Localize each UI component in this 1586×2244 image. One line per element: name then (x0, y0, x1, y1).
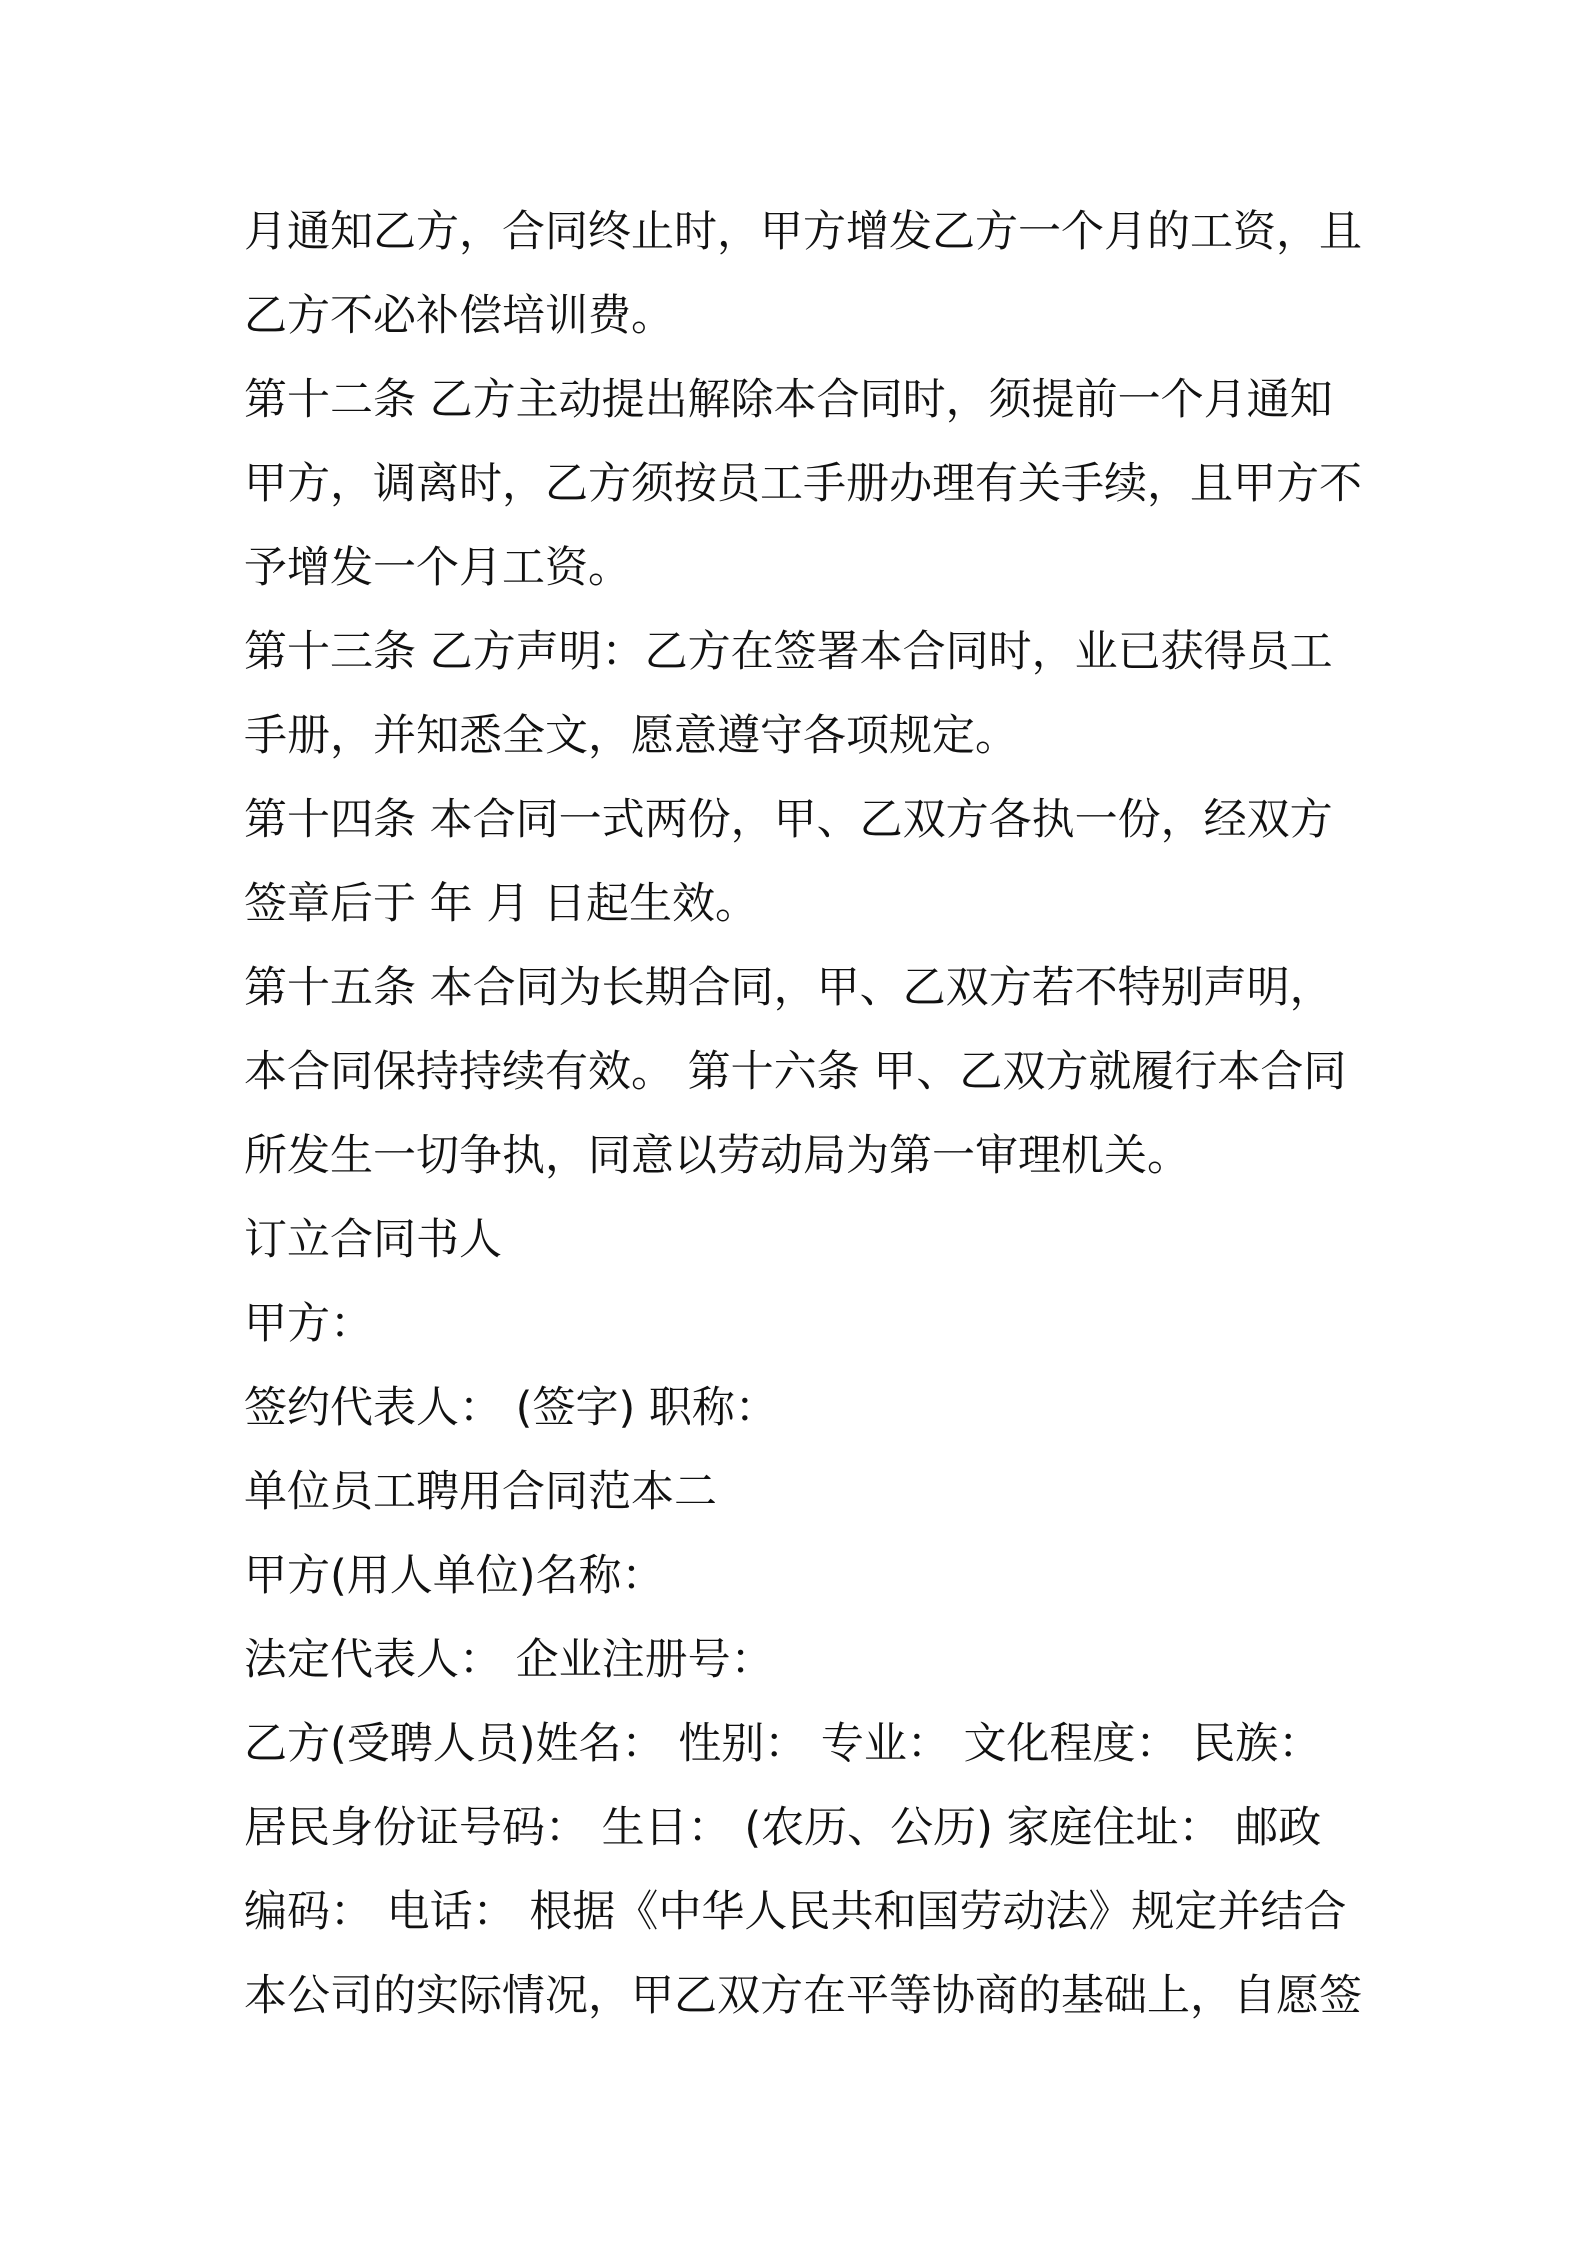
text-line: 居民身份证号码： 生日： (农历、公历) 家庭住址： 邮政 (244, 1803, 1322, 1853)
text-line: 手册，并知悉全文，愿意遵守各项规定。 (244, 711, 1018, 761)
text-line: 签约代表人： (签字) 职称： (244, 1383, 778, 1433)
text-line: 签章后于 年 月 日起生效。 (244, 879, 759, 929)
text-line: 单位员工聘用合同范本二 (244, 1467, 717, 1517)
text-line: 甲方(用人单位)名称： (244, 1551, 665, 1601)
text-line: 所发生一切争执，同意以劳动局为第一审理机关。 (244, 1131, 1190, 1181)
document-body (244, 190, 1364, 2038)
text-line: 第十二条 乙方主动提出解除本合同时，须提前一个月通知 (244, 375, 1333, 425)
text-line: 本合同保持持续有效。 第十六条 甲、乙双方就履行本合同 (244, 1047, 1347, 1097)
text-line: 乙方不必补偿培训费。 (244, 291, 674, 341)
text-line: 月通知乙方，合同终止时，甲方增发乙方一个月的工资，且 (244, 207, 1362, 257)
text-line: 乙方(受聘人员)姓名： 性别： 专业： 文化程度： 民族： (244, 1719, 1322, 1769)
text-line: 第十三条 乙方声明：乙方在签署本合同时，业已获得员工 (244, 627, 1333, 677)
text-line: 予增发一个月工资。 (244, 543, 631, 593)
text-line: 第十四条 本合同一式两份，甲、乙双方各执一份，经双方 (244, 795, 1333, 845)
text-line: 本公司的实际情况，甲乙双方在平等协商的基础上，自愿签 (244, 1971, 1362, 2021)
text-line: 订立合同书人 (244, 1215, 502, 1265)
text-line: 编码： 电话： 根据《中华人民共和国劳动法》规定并结合 (244, 1887, 1347, 1937)
text-line: 甲方： (244, 1299, 373, 1349)
text-line: 法定代表人： 企业注册号： (244, 1635, 774, 1685)
text-line: 甲方，调离时，乙方须按员工手册办理有关手续，且甲方不 (244, 459, 1362, 509)
text-line: 第十五条 本合同为长期合同，甲、乙双方若不特别声明， (244, 963, 1333, 1013)
